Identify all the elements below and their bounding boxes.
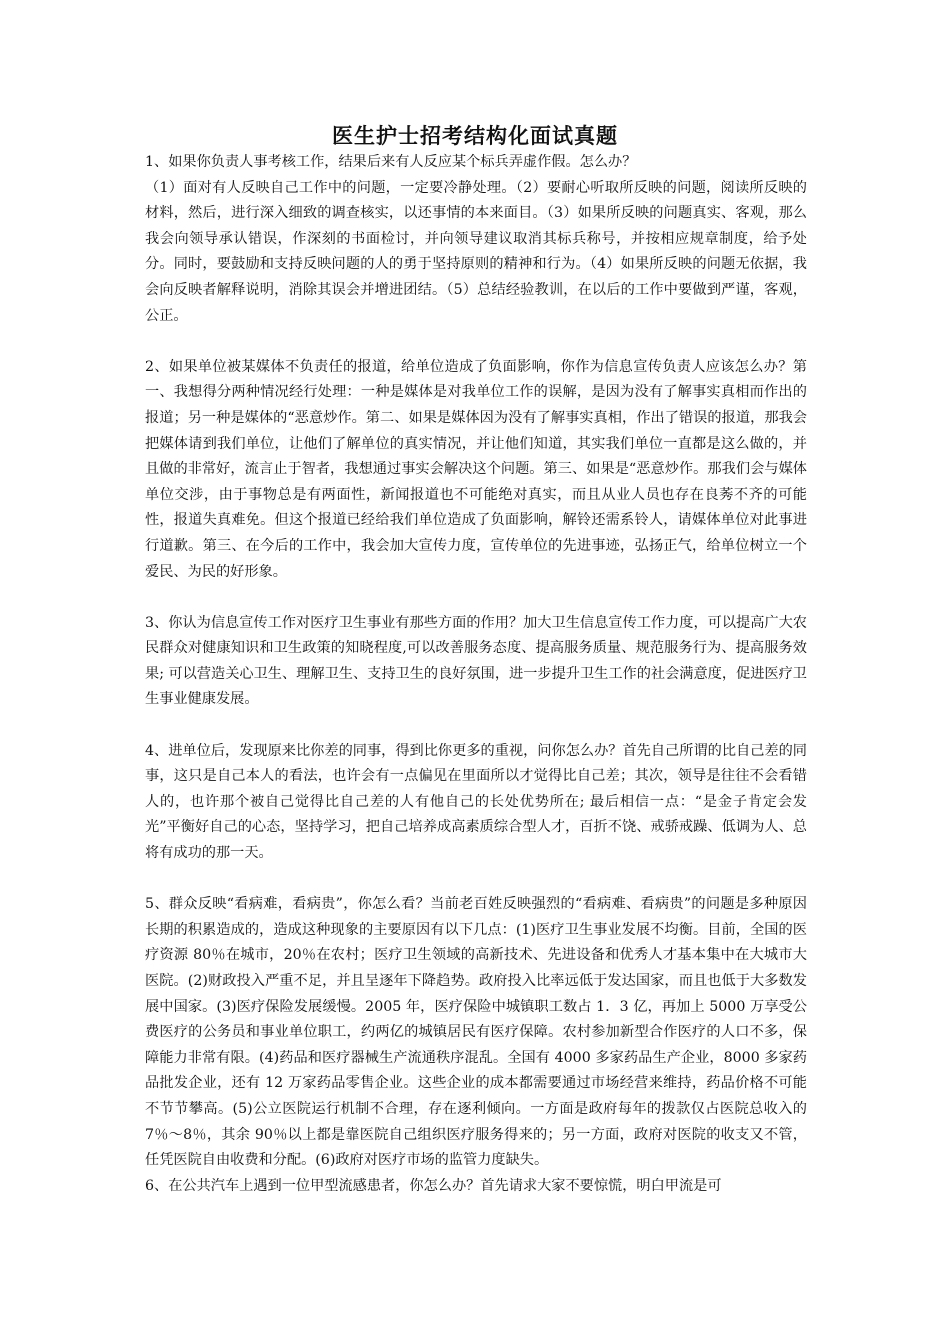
question-1-answer: （1）面对有人反映自己工作中的问题，一定要冷静处理。（2）要耐心听取所反映的问题，阅读所反映的材料，然后，进行深入细致的调查核实，以还事情的本来面目。（3）如果所反映的问题真实、客观，那么我会向领导承认错误，作深刻的书面检讨，并向领导建议取消其标兵称号，并按相应规章制度，给予处分。同时，要鼓励和支持反映问题的人的勇于坚持原则的精神和行为。（4）如果所反映的问题无依据，我会向反映者解释说明，消除其误会并增进团结。（5）总结经验教训，在以后的工作中要做到严谨，客观，公正。 [145,179,807,324]
question-6-text: 6、在公共汽车上遇到一位甲型流感患者，你怎么办？首先请求大家不要惊慌，明白甲流是可 [145,1177,722,1194]
question-4 [145,739,807,867]
question-2-text: 2、如果单位被某媒体不负责任的报道，给单位造成了负面影响，你作为信息宣传负责人应该怎么办？第一、我想得分两种情况经行处理：一种是媒体是对我单位工作的误解，是因为没有了解事实真相而作出的报道；另一种是媒体的“恶意炒作。第二、如果是媒体因为没有了解事实真相，作出了错误的报道，那我会把媒体请到我们单位，让他们了解单位的真实情况，并让他们知道，其实我们单位一直都是这么做的，并且做的非常好，流言止于智者，我想通过事实会解决这个问题。第三、如果是“恶意炒作。那我们会与媒体单位交涉，由于事物总是有两面性，新闻报道也不可能绝对真实，而且从业人员也存在良莠不齐的可能性，报道失真难免。但这个报道已经给我们单位造成了负面影响，解铃还需系铃人，请媒体单位对此事进行道歉。第三、在今后的工作中，我会加大宣传力度，宣传单位的先进事迹，弘扬正气，给单位树立一个爱民、为民的好形象。 [145,358,807,580]
document-body [145,150,807,1199]
question-3-text: 3、你认为信息宣传工作对医疗卫生事业有那些方面的作用？加大卫生信息宣传工作力度，可以提高广大农民群众对健康知识和卫生政策的知晓程度,可以改善服务态度、提高服务质量、规范服务行为、提高服务效果; 可以营造关心卫生、理解卫生、支持卫生的良好氛围，进一步提升卫生工作的社会满意度，促进医疗卫生事业健康发展。 [145,614,807,708]
question-2 [145,355,807,585]
question-6 [145,1174,807,1200]
question-5-text: 5、群众反映“看病难，看病贵”，你怎么看？当前老百姓反映强烈的“看病难、看病贵”的问题是多种原因长期的积累造成的，造成这种现象的主要原因有以下几点：(1)医疗卫生事业发展不均衡。目前，全国的医疗资源 80％在城市，20％在农村；医疗卫生领域的高新技术、先进设备和优秀人才基本集中在大城市大医院。(2)财政投入严重不足，并且呈逐年下降趋势。政府投入比率远低于发达国家，而且也低于大多数发展中国家。(3)医疗保险发展缓慢。2005 年，医疗保险中城镇职工数占 1．3 亿，再加上 5000 万享受公费医疗的公务员和事业单位职工，约两亿的城镇居民有医疗保障。农村参加新型合作医疗的人口不多，保障能力非常有限。(4)药品和医疗器械生产流通秩序混乱。全国有 4000 多家药品生产企业，8000 多家药品批发企业，还有 12 万家药品零售企业。这些企业的成本都需要通过市场经营来维持，药品价格不可能不节节攀高。(5)公立医院运行机制不合理，存在逐利倾向。一方面是政府每年的拨款仅占医院总收入的 7％～8％，其余 90％以上都是靠医院自己组织医疗服务得来的；另一方面，政府对医院的收支又不管，任凭医院自由收费和分配。(6)政府对医疗市场的监管力度缺失。 [145,896,807,1169]
question-4-text: 4、进单位后，发现原来比你差的同事，得到比你更多的重视，问你怎么办？首先自己所谓的比自己差的同事，这只是自己本人的看法，也许会有一点偏见在里面所以才觉得比自己差；其次，领导是往往不会看错人的，也许那个被自己觉得比自己差的人有他自己的长处优势所在; 最后相信一点：“是金子肯定会发光”平衡好自己的心态，坚持学习，把自己培养成高素质综合型人才，百折不饶、戒骄戒躁、低调为人、总将有成功的那一天。 [145,742,807,862]
question-5 [145,892,807,1174]
question-1-prompt: 1、如果你负责人事考核工作，结果后来有人反应某个标兵弄虚作假。怎么办？ [145,154,637,170]
question-1 [145,150,807,329]
question-3 [145,611,807,713]
document-title: 医生护士招考结构化面试真题 [332,123,618,148]
